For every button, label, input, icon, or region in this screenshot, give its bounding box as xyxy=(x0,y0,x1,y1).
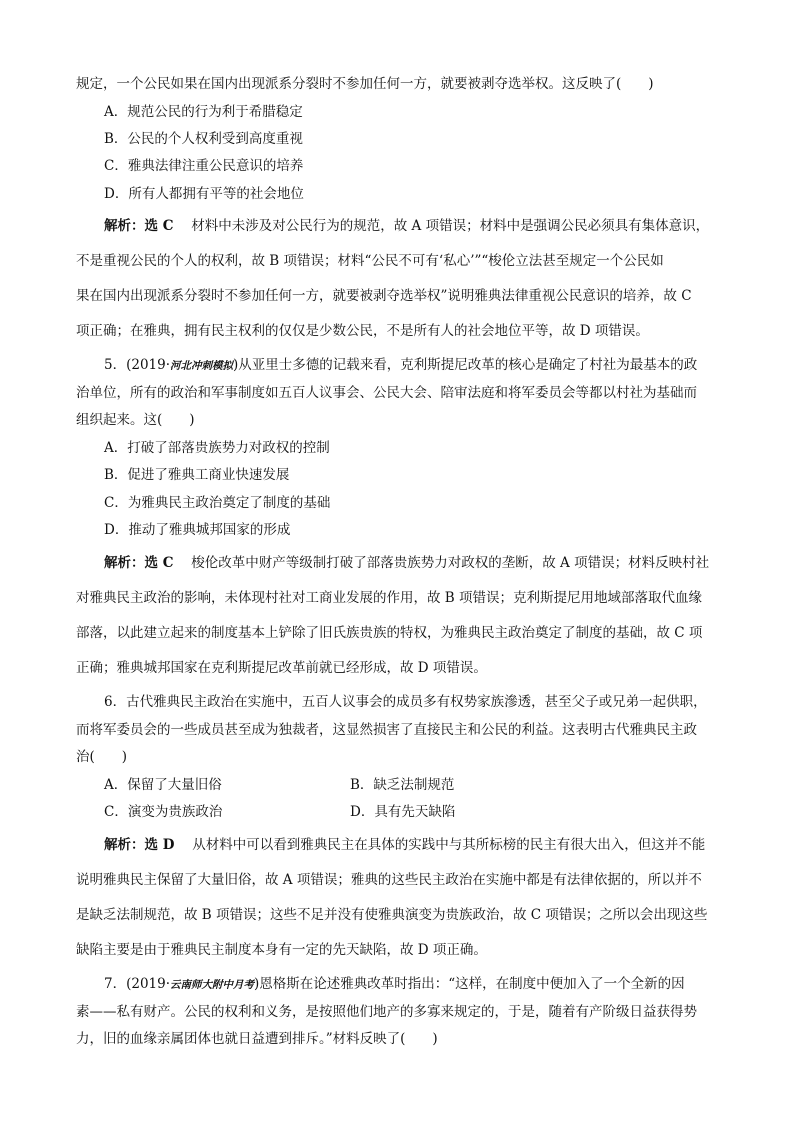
q4-analysis-text-1: 材料中未涉及对公民行为的规范，故 A 项错误；材料中是强调公民必须具有集体意识， xyxy=(191,218,710,234)
q4-analysis-line-4: 项正确；在雅典，拥有民主权利的仅仅是少数公民，不是所有人的社会地位平等，故 D 项错误。 xyxy=(76,323,649,339)
q6-stem-line-1: 6．古代雅典民主政治在实施中，五百人议事会的成员多有权势家族滲透，甚至父子或兄弟一起供职， xyxy=(104,694,707,710)
q5-source: 河北冲刺模拟 xyxy=(170,360,234,372)
q5-number: 5．(2019· xyxy=(104,357,171,373)
q6-option-b: B．缺乏法制规范 xyxy=(350,777,455,793)
q5-option-b: B．促进了雅典工商业快速发展 xyxy=(104,467,290,483)
q4-analysis-label: 解析：选 C xyxy=(104,218,174,234)
q4-analysis-line-3: 果在国内出现派系分裂时不参加任何一方，就要被剥夺选举权”说明雅典法律重视公民意识的培养，故 C xyxy=(76,288,692,304)
q5-stem-line-2: 治单位，所有的政治和军事制度如五百人议事会、公民大会、陪审法庭和将军委员会等都以村社为基础而 xyxy=(76,385,697,401)
q6-analysis-line-3: 是缺乏法制规范，故 B 项错误；这些不足并没有使雅典演变为贵族政治，故 C 项错误；之所以会出现这些 xyxy=(76,907,708,923)
q6-option-a: A．保留了大量旧俗 xyxy=(104,777,222,793)
q6-analysis-line-2: 说明雅典民主保留了大量旧俗，故 A 项错误；雅典的这些民主政治在实施中都是有法律依据的，所以并不 xyxy=(76,872,702,888)
q5-analysis-line-2: 对雅典民主政治的影响，未体现村社对工商业发展的作用，故 B 项错误；克利斯提尼用地域部落取代血缘 xyxy=(76,590,703,606)
q6-options-row-2 xyxy=(0,802,794,822)
q7-number: 7．(2019· xyxy=(104,976,171,992)
q6-options-row-1 xyxy=(0,775,794,795)
q6-analysis-line-4: 缺陷主要是由于雅典民主制度本身有一定的先天缺陷，故 D 项正确。 xyxy=(76,942,487,958)
q4-option-b: B．公民的个人权利受到高度重视 xyxy=(104,131,303,147)
q4-analysis-line-1 xyxy=(0,216,794,236)
q6-stem-line-3: 治( ) xyxy=(76,749,128,765)
q7-stem-line-2: 素——私有财产。公民的权利和义务，是按照他们地产的多寡来规定的，于是，随着有产阶级日益获得势 xyxy=(76,1004,697,1020)
q7-stem-line-1 xyxy=(0,974,794,995)
q5-analysis-text-1: 梭伦改革中财产等级制打破了部落贵族势力对政权的垄断，故 A 项错误；材料反映村社 xyxy=(191,555,710,571)
q5-option-a: A．打破了部落贵族势力对政权的控制 xyxy=(104,440,330,456)
q6-analysis-label: 解析：选 D xyxy=(104,837,175,853)
q4-option-a: A．规范公民的行为利于希腊稳定 xyxy=(104,104,303,120)
q5-option-c: C．为雅典民主政治奠定了制度的基础 xyxy=(104,495,331,511)
q6-option-c: C．演变为贵族政治 xyxy=(104,804,223,820)
q5-stem-text-1: )从亚里士多德的记载来看，克利斯提尼改革的核心是确定了村社为最基本的政 xyxy=(233,357,698,373)
q7-source: 云南师大附中月考 xyxy=(170,979,255,991)
q5-analysis-line-1 xyxy=(0,553,794,573)
q4-option-d: D．所有人都拥有平等的社会地位 xyxy=(104,186,304,202)
q5-stem-line-1 xyxy=(0,355,794,376)
q6-analysis-line-1 xyxy=(0,835,794,855)
q4-stem-cont: 规定，一个公民如果在国内出现派系分裂时不参加任何一方，就要被剥夺选举权。这反映了( ) xyxy=(76,76,654,92)
q5-analysis-line-4: 正确；雅典城邦国家在克利斯提尼改革前就已经形成，故 D 项错误。 xyxy=(76,660,487,676)
q5-stem-line-3: 组织起来。这( ) xyxy=(76,412,195,428)
q6-analysis-text-1: 从材料中可以看到雅典民主在具体的实践中与其所标榜的民主有很大出入，但这并不能 xyxy=(192,837,706,853)
q5-analysis-label: 解析：选 C xyxy=(104,555,174,571)
q5-option-d: D．推动了雅典城邦国家的形成 xyxy=(104,522,291,538)
q7-stem-line-3: 力，旧的血缘亲属团体也就日益遭到排斥。”材料反映了( ) xyxy=(76,1031,438,1047)
q7-stem-text-1: )恩格斯在论述雅典改革时指出：“这样，在制度中便加入了一个全新的因 xyxy=(254,976,685,992)
q4-option-c: C．雅典法律注重公民意识的培养 xyxy=(104,158,304,174)
q5-analysis-line-3: 部落，以此建立起来的制度基本上铲除了旧氏族贵族的特权，为雅典民主政治奠定了制度的基础，故 C 项 xyxy=(76,625,703,641)
q6-option-d: D．具有先天缺陷 xyxy=(350,804,456,820)
q4-analysis-line-2: 不是重视公民的个人的权利，故 B 项错误；材料“公民不可有‘私心’”“梭伦立法甚至规定一个公民如 xyxy=(76,253,664,269)
q6-stem-line-2: 而将军委员会的一些成员甚至成为独裁者，这显然损害了直接民主和公民的利益。这表明古代雅典民主政 xyxy=(76,722,697,738)
